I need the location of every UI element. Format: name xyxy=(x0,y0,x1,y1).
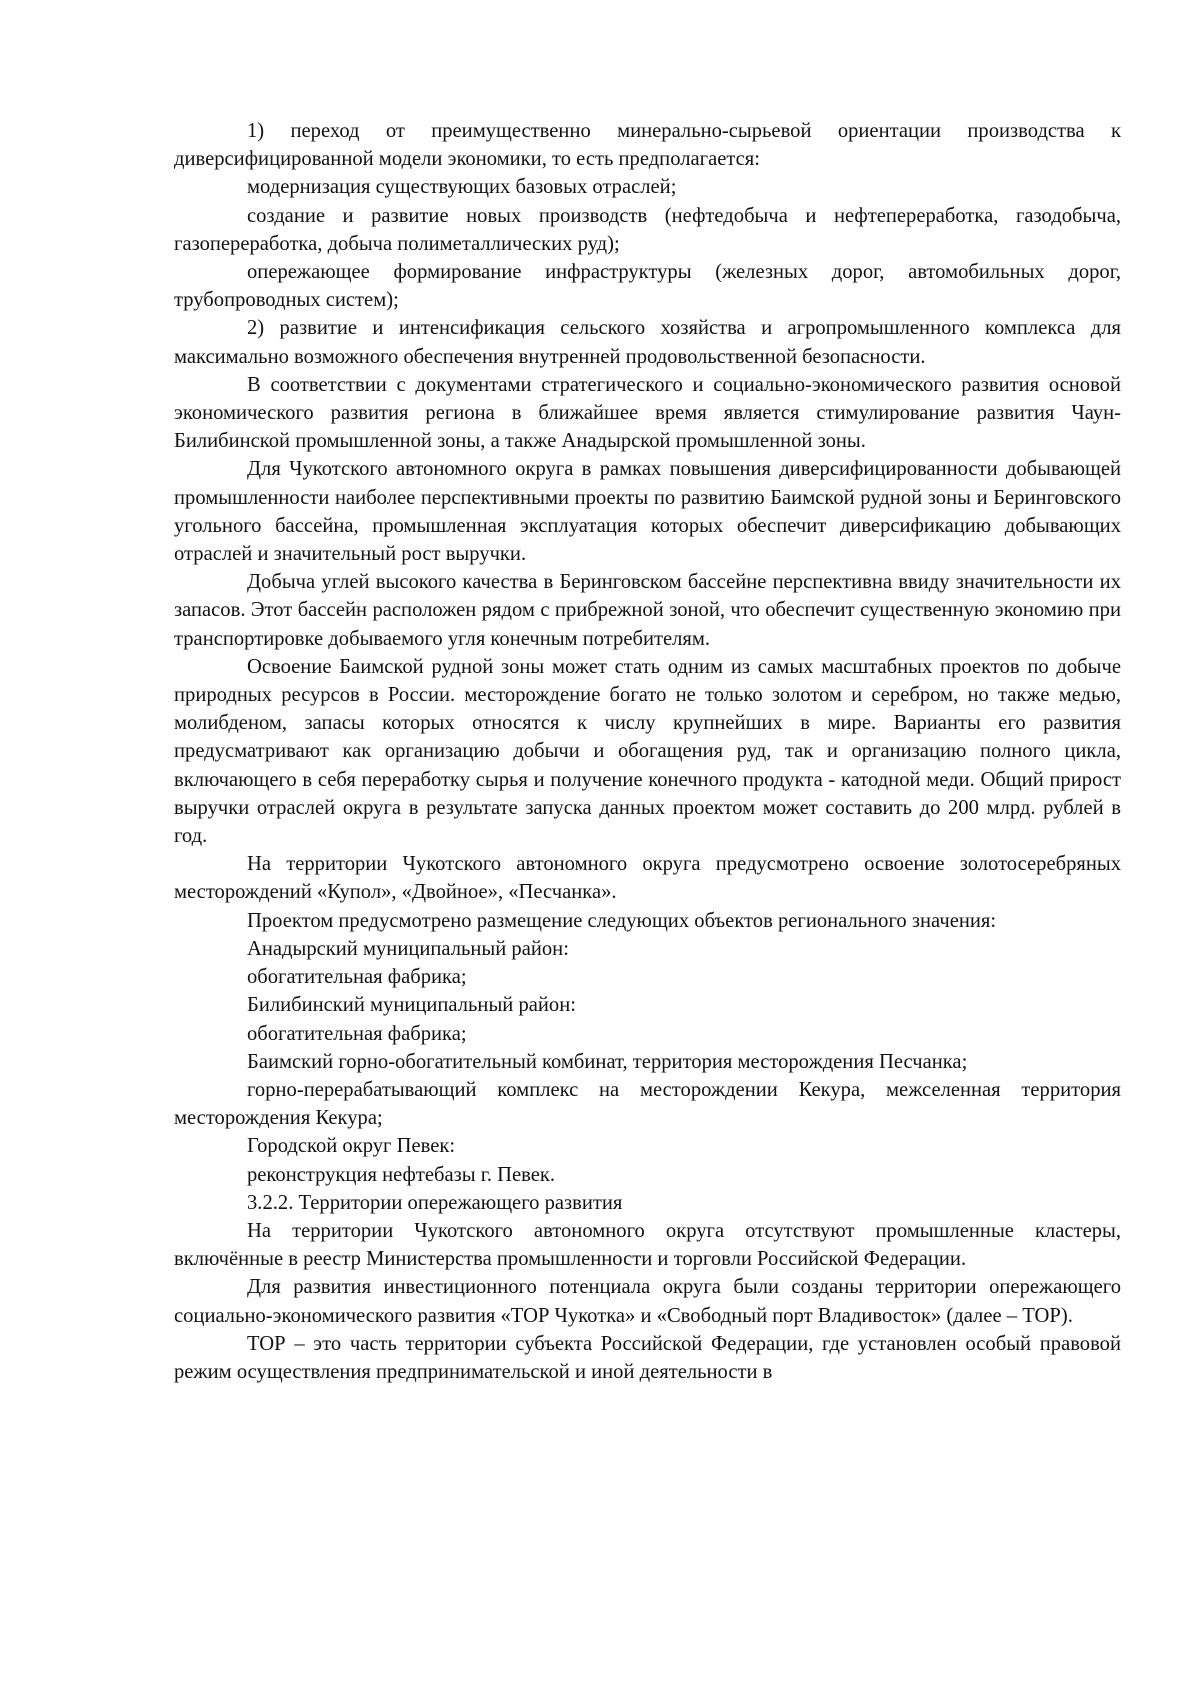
list-item-bilibino-district: Билибинский муниципальный район: xyxy=(247,994,576,1017)
paragraph-strategic-documents: В соответствии с документами стратегического и социально-экономического развития основой экономического развития региона в ближайшее время является стимулирование развития Чаун-Билибинской промышленной зоны, а также Анадырской промышленной зоны. xyxy=(174,373,1121,453)
paragraph-tor-definition: ТОР – это часть территории субъекта Российской Федерации, где установлен особый правовой режим осуществления предпринимательской и иной деятельности в xyxy=(174,1332,1121,1383)
paragraph-coal-mining: Добыча углей высокого качества в Беринговском бассейне перспективна ввиду значительности их запасов. Этот бассейн расположен рядом с прибрежной зоной, что обеспечит существенную экономию при транспортировке добываемого угля конечным потребителям. xyxy=(174,571,1121,650)
list-item-pevek-district: Городской округ Певек: xyxy=(247,1135,456,1158)
paragraph-gold-silver-deposits: На территории Чукотского автономного округа предусмотрено освоение золотосеребряных месторождений «Купол», «Двойное», «Песчанка». xyxy=(174,853,1121,904)
list-item-processing-plant-1: обогатительная фабрика; xyxy=(247,966,467,989)
list-item-baimsky-gok: Баимский горно-обогатительный комбинат, территория месторождения Песчанка; xyxy=(247,1050,968,1073)
paragraph-tor-creation: Для развития инвестиционного потенциала округа были созданы территории опережающего социально-экономического развития «ТОР Чукотка» и «Свободный порт Владивосток» (далее – ТОР). xyxy=(174,1276,1121,1327)
document-page xyxy=(174,117,1121,1386)
paragraph-baimskaya-zone: Освоение Баимской рудной зоны может стать одним из самых масштабных проектов по добыче природных ресурсов в России. месторождение богато не только золотом и серебром, но также медью, молибденом, запасы которых относятся к числу крупнейших в мире. Варианты его развития предусматривают как организацию добычи и обогащения руд, так и организацию полного цикла, включающего в себя переработку сырья и получение конечного продукта - катодной меди. Общий прирост выручки отраслей округа в результате запуска данных проектом может составить до 200 млрд. рублей в год. xyxy=(174,655,1121,848)
list-item-kekura-complex: горно-перерабатывающий комплекс на месторождении Кекура, межселенная территория месторождения Кекура; xyxy=(174,1078,1121,1130)
list-item-modernization: модернизация существующих базовых отраслей; xyxy=(247,176,677,199)
paragraph-chukotka-projects: Для Чукотского автономного округа в рамках повышения диверсифицированности добывающей промышленности наиболее перспективными проекты по развитию Баимской рудной зоны и Беринговского угольного бассейна, промышленная эксплуатация которых обеспечит диверсификацию добывающих отраслей и значительный рост выручки. xyxy=(174,458,1121,566)
section-heading-3-2-2: 3.2.2. Территории опережающего развития xyxy=(247,1191,623,1214)
paragraph-diversification: 1) переход от преимущественно минерально-сырьевой ориентации производства к диверсифицированной модели экономики, то есть предполагается: xyxy=(174,120,1121,171)
list-item-pevek-oil-depot: реконструкция нефтебазы г. Певек. xyxy=(247,1163,556,1186)
paragraph-industrial-clusters: На территории Чукотского автономного округа отсутствуют промышленные кластеры, включённые в реестр Министерства промышленности и торговли Российской Федерации. xyxy=(174,1219,1121,1271)
list-item-new-production: создание и развитие новых производств (нефтедобыча и нефтепереработка, газодобыча, газопереработка, добыча полиметаллических руд); xyxy=(174,204,1121,255)
paragraph-agriculture: 2) развитие и интенсификация сельского хозяйства и агропромышленного комплекса для максимально возможного обеспечения внутренней продовольственной безопасности. xyxy=(174,317,1121,368)
list-item-infrastructure: опережающее формирование инфраструктуры (железных дорог, автомобильных дорог, трубопроводных систем); xyxy=(174,261,1121,312)
list-item-processing-plant-2: обогатительная фабрика; xyxy=(247,1022,467,1045)
list-item-anadyr-district: Анадырский муниципальный район: xyxy=(247,937,569,960)
paragraph-regional-objects: Проектом предусмотрено размещение следующих объектов регионального значения: xyxy=(247,909,997,932)
